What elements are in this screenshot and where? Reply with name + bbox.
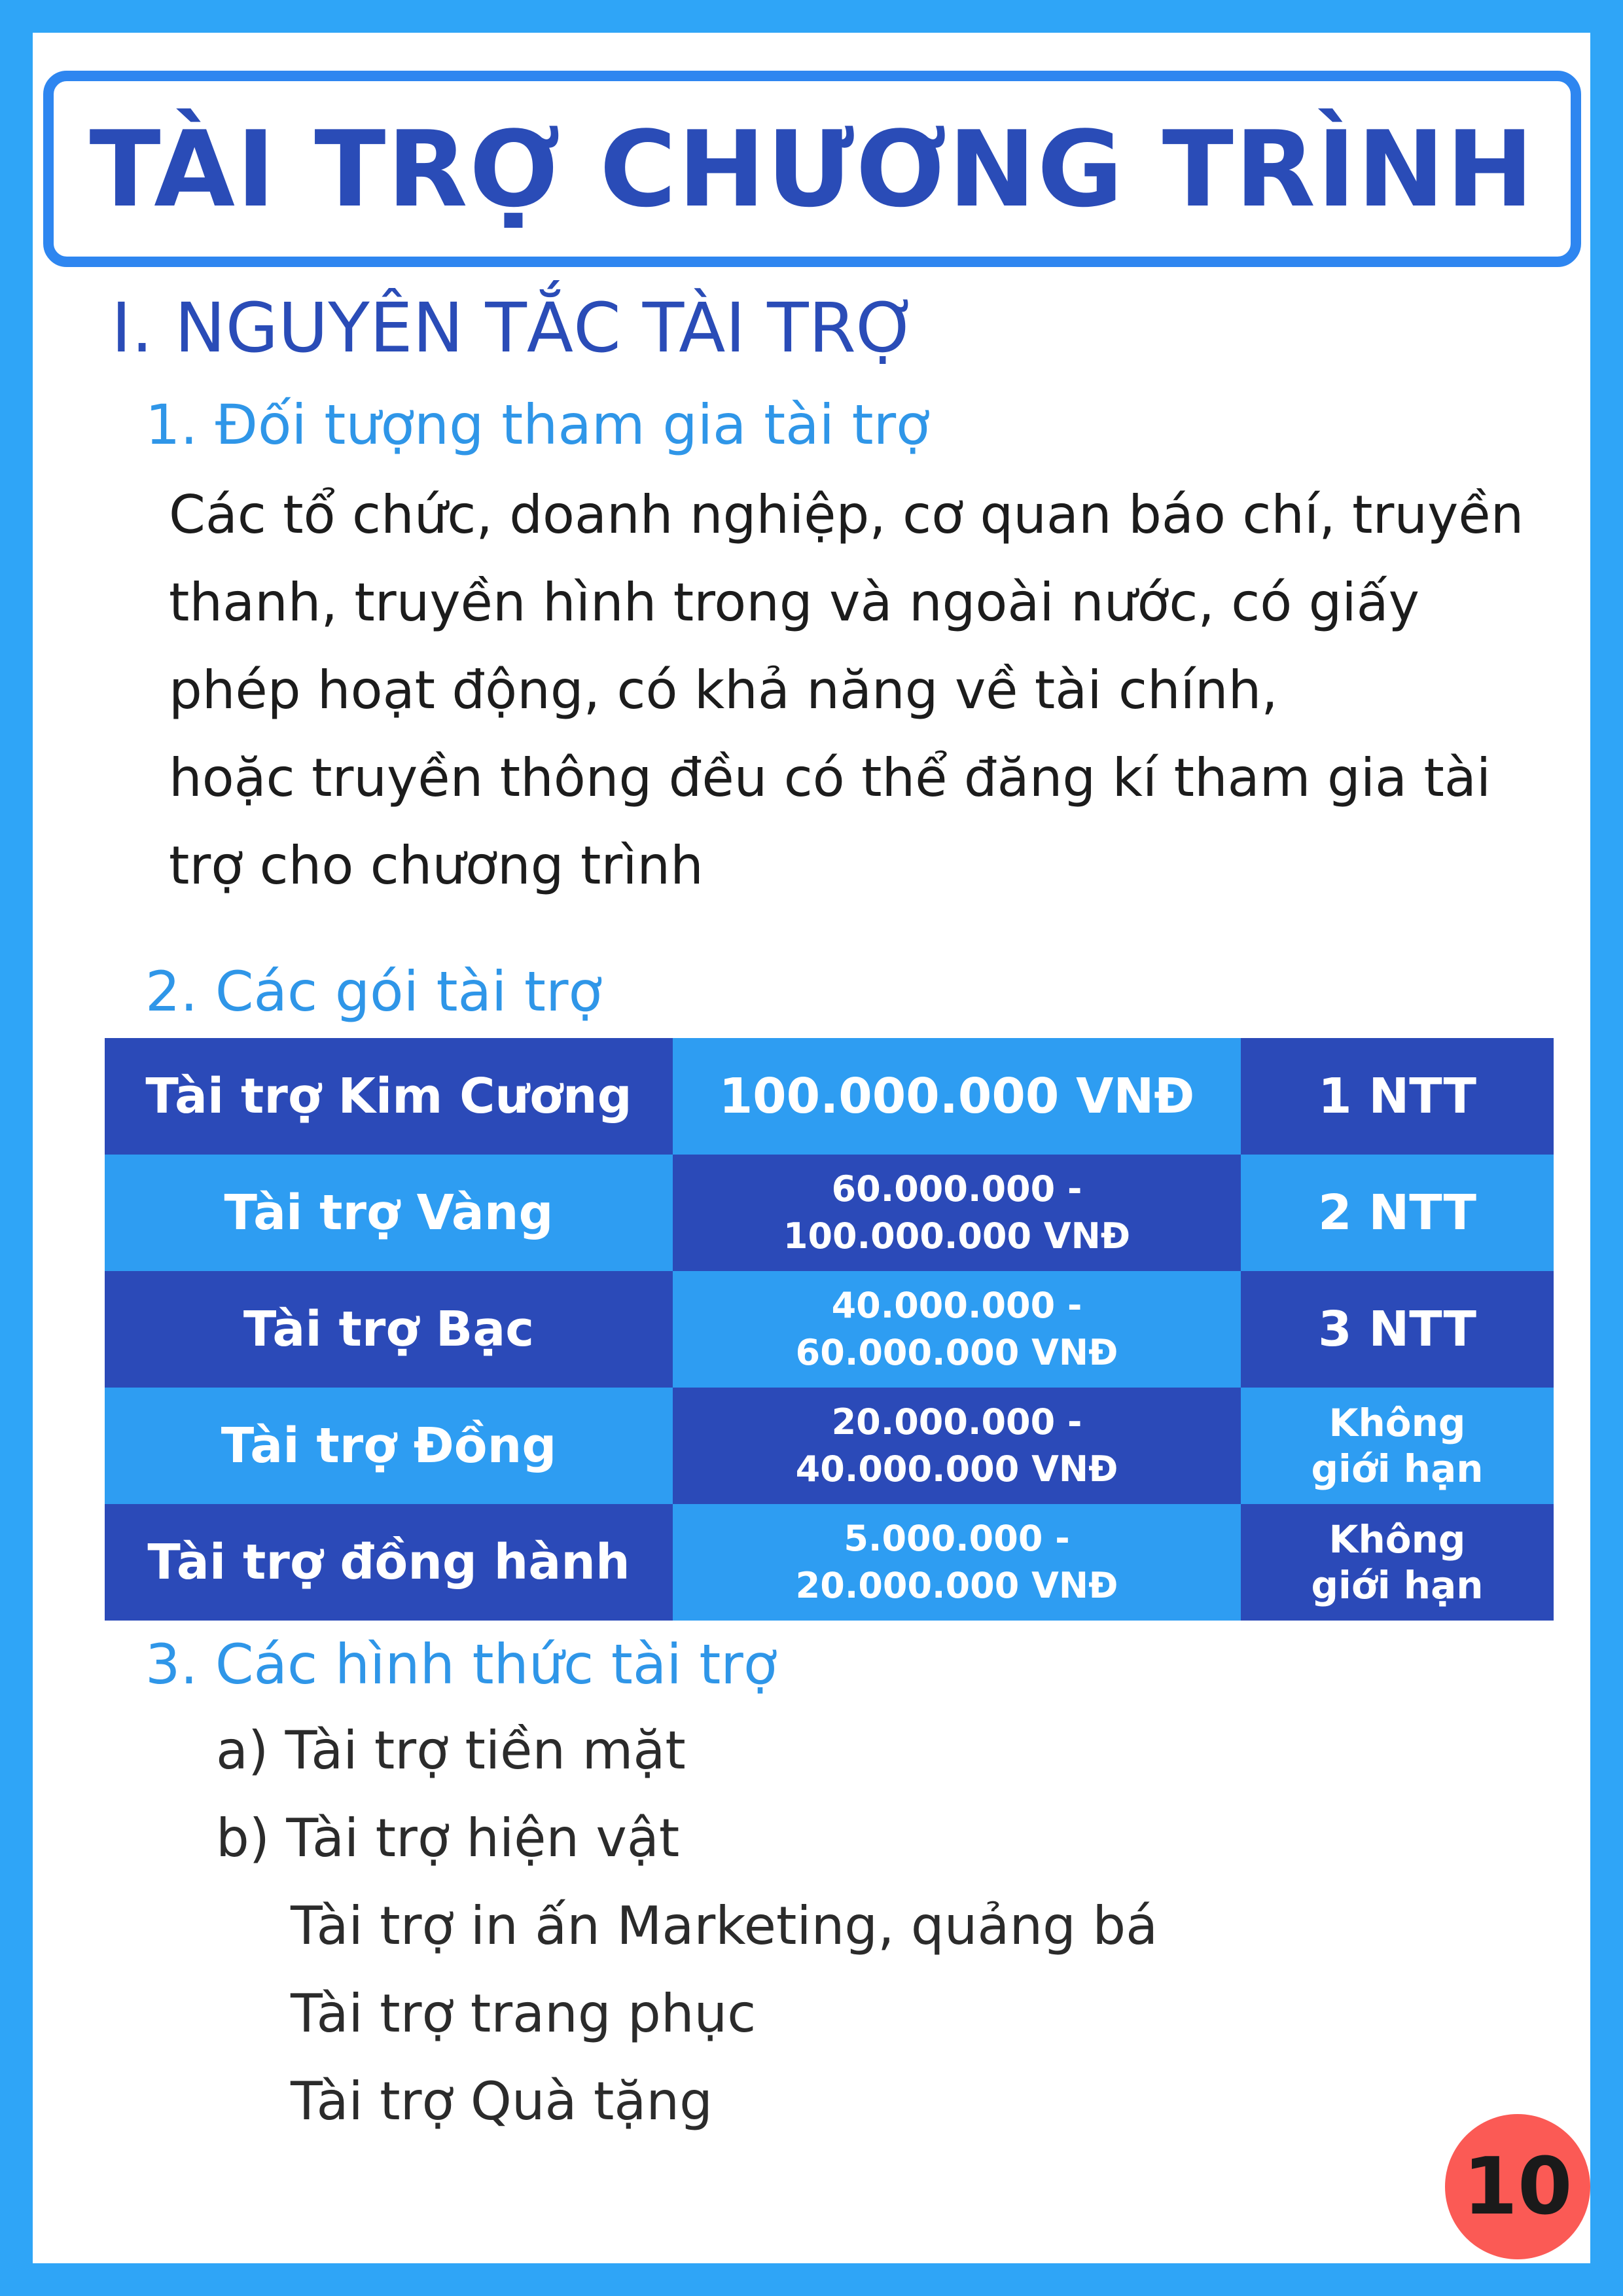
price-line: 60.000.000 VNĐ xyxy=(795,1332,1118,1373)
package-price xyxy=(673,1504,1241,1621)
quantity-line: Không xyxy=(1329,1401,1466,1445)
package-name: Tài trợ Bạc xyxy=(105,1271,673,1388)
page-title: TÀI TRỢ CHƯƠNG TRÌNH xyxy=(89,107,1535,230)
table-row xyxy=(105,1155,1554,1271)
table-row xyxy=(105,1038,1554,1155)
paragraph-line: trợ cho chương trình xyxy=(169,835,704,896)
package-price xyxy=(673,1271,1241,1388)
package-name: Tài trợ Đồng xyxy=(105,1388,673,1504)
price-line: 40.000.000 VNĐ xyxy=(795,1448,1118,1490)
quantity-line: giới hạn xyxy=(1311,1446,1484,1491)
form-subitem: Tài trợ Quà tặng xyxy=(291,2071,713,2132)
package-name: Tài trợ Kim Cương xyxy=(105,1038,673,1155)
paragraph-line: thanh, truyền hình trong và ngoài nước, có giấy xyxy=(169,572,1419,633)
form-item-cash: a) Tài trợ tiền mặt xyxy=(216,1720,686,1781)
package-quantity xyxy=(1241,1271,1554,1388)
page-number: 10 xyxy=(1463,2141,1573,2233)
form-item-in-kind: b) Tài trợ hiện vật xyxy=(216,1808,680,1869)
price-line: 100.000.000 VNĐ xyxy=(719,1068,1195,1124)
package-price xyxy=(673,1388,1241,1504)
quantity-line: Không xyxy=(1329,1517,1466,1562)
subheading-participants: 1. Đối tượng tham gia tài trợ xyxy=(145,393,930,457)
package-quantity xyxy=(1241,1388,1554,1504)
price-line: 5.000.000 - xyxy=(844,1518,1070,1559)
paragraph-line: phép hoạt động, có khả năng về tài chính, xyxy=(169,660,1278,721)
package-name: Tài trợ Vàng xyxy=(105,1155,673,1271)
quantity-line: giới hạn xyxy=(1311,1563,1484,1607)
price-line: 20.000.000 VNĐ xyxy=(795,1565,1118,1606)
title-box xyxy=(43,71,1581,267)
sponsorship-packages-table xyxy=(105,1038,1554,1621)
quantity-line: 1 NTT xyxy=(1318,1068,1476,1124)
paragraph-line: hoặc truyền thông đều có thể đăng kí tham gia tài xyxy=(169,747,1491,808)
form-subitem: Tài trợ trang phục xyxy=(291,1983,757,2044)
section-heading: I. NGUYÊN TẮC TÀI TRỢ xyxy=(111,288,918,368)
quantity-line: 2 NTT xyxy=(1318,1185,1476,1241)
package-name: Tài trợ đồng hành xyxy=(105,1504,673,1621)
quantity-line: 3 NTT xyxy=(1318,1301,1476,1357)
subheading-forms: 3. Các hình thức tài trợ xyxy=(145,1632,777,1696)
package-quantity xyxy=(1241,1504,1554,1621)
form-subitem: Tài trợ in ấn Marketing, quảng bá xyxy=(291,1895,1158,1956)
paragraph-line: Các tổ chức, doanh nghiệp, cơ quan báo chí, truyền xyxy=(169,484,1524,545)
price-line: 40.000.000 - xyxy=(831,1285,1082,1326)
price-line: 60.000.000 - xyxy=(831,1168,1082,1210)
package-price xyxy=(673,1155,1241,1271)
page-number-badge xyxy=(1445,2114,1590,2259)
package-price xyxy=(673,1038,1241,1155)
table-row xyxy=(105,1388,1554,1504)
price-line: 100.000.000 VNĐ xyxy=(783,1215,1131,1257)
price-line: 20.000.000 - xyxy=(831,1401,1082,1443)
participants-paragraph xyxy=(169,471,1543,910)
package-quantity xyxy=(1241,1155,1554,1271)
table-row xyxy=(105,1271,1554,1388)
table-row xyxy=(105,1504,1554,1621)
subheading-packages: 2. Các gói tài trợ xyxy=(145,960,602,1024)
package-quantity xyxy=(1241,1038,1554,1155)
